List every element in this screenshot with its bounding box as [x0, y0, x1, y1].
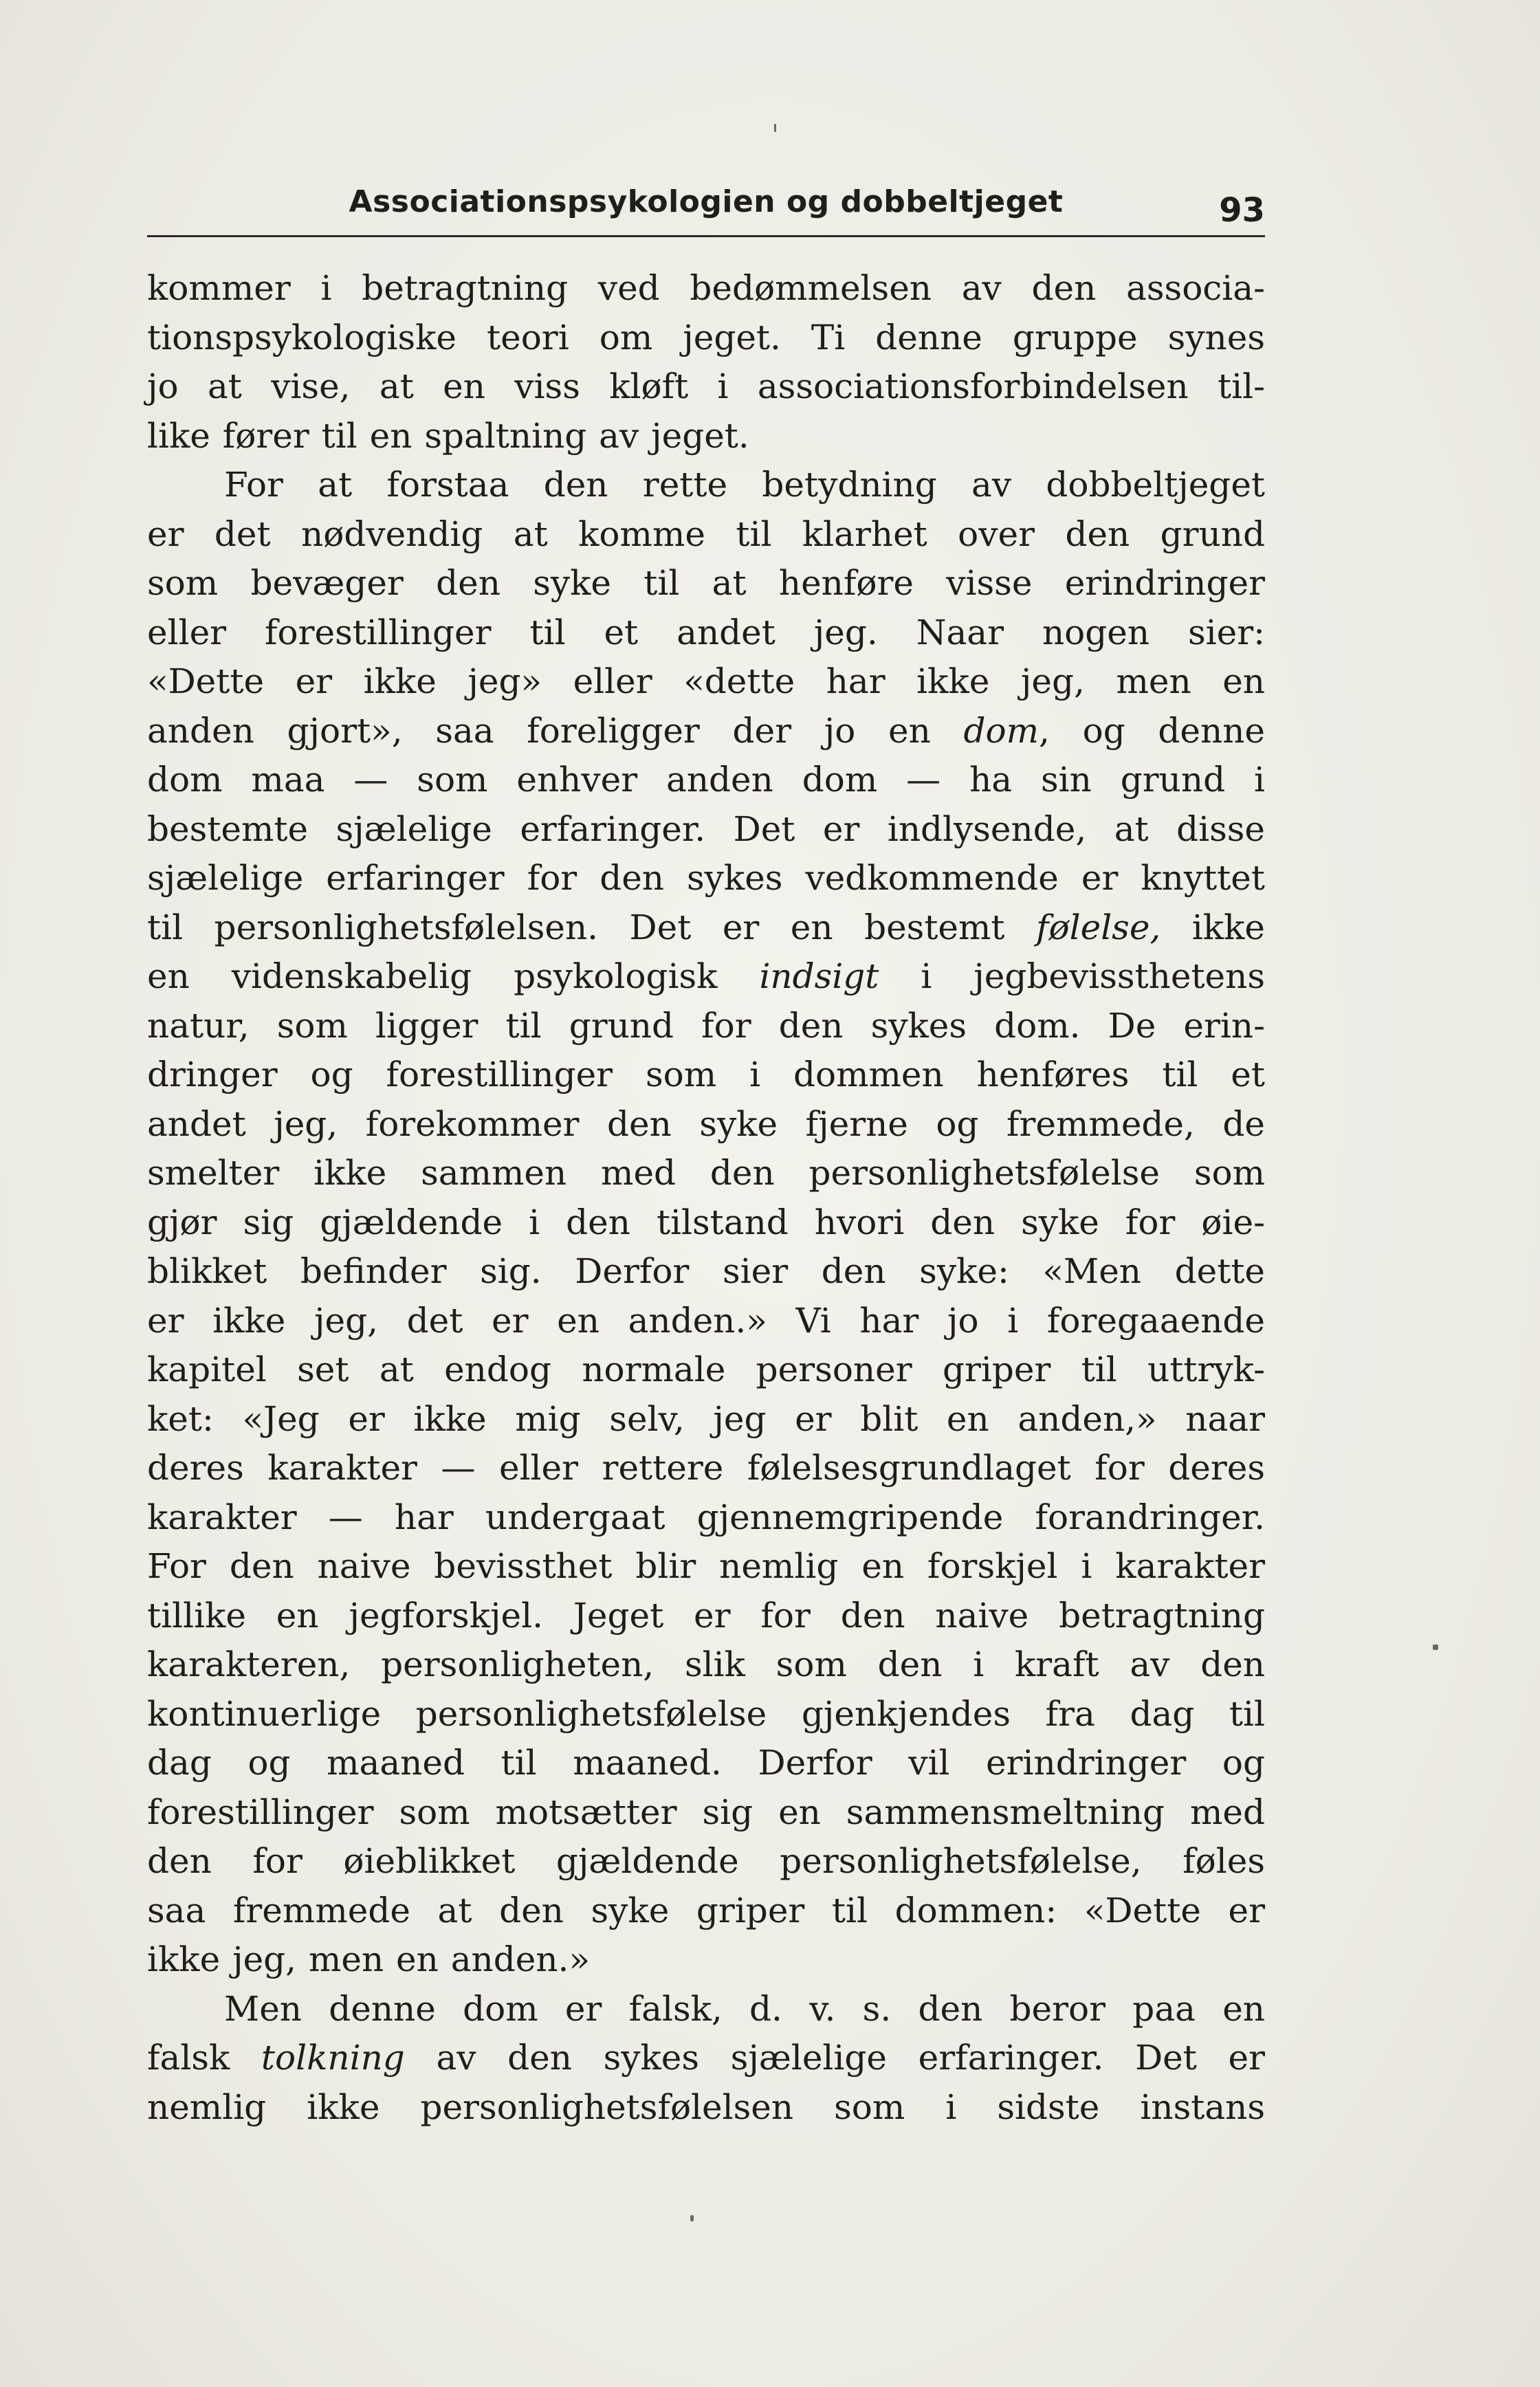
line-part: i jegbevissthetens: [879, 956, 1265, 996]
line-part: , og denne: [1039, 710, 1265, 751]
text-line: som bevæger den syke til at henføre visse erindringer: [147, 563, 1265, 603]
text-line: bestemte sjælelige erfaringer. Det er indlysende, at disse: [147, 808, 1265, 849]
paper-speck: [690, 2215, 694, 2221]
text-line: like fører til en spaltning av jeget.: [147, 415, 749, 456]
text-line: [147, 2034, 1265, 2083]
italic-word: indsigt: [759, 956, 879, 996]
text-line: kontinuerlige personlighetsfølelse gjenkjendes fra dag til: [147, 1693, 1265, 1734]
line-part: anden gjort», saa foreligger der jo en: [147, 710, 964, 751]
text-line: For at forstaa den rette betydning av dobbeltjeget: [224, 465, 1265, 505]
text-line: For den naive bevissthet blir nemlig en forskjel i karakter: [147, 1546, 1265, 1586]
line-part: av den sykes sjælelige erfaringer. Det er: [404, 2038, 1265, 2078]
text-line: er ikke jeg, det er en anden.» Vi har jo i foregaaende: [147, 1300, 1265, 1341]
text-line: blikket befinder sig. Derfor sier den syke: «Men dette: [147, 1251, 1265, 1291]
text-line: den for øieblikket gjældende personlighetsfølelse, føles: [147, 1841, 1265, 1881]
text-line: natur, som ligger til grund for den sykes dom. De erin-: [147, 1005, 1265, 1046]
text-line: deres karakter — eller rettere følelsesgrundlaget for deres: [147, 1448, 1265, 1488]
text-line: ket: «Jeg er ikke mig selv, jeg er blit en anden,» naar: [147, 1398, 1265, 1439]
line-part: falsk: [147, 2038, 261, 2078]
line-part: til personlighetsfølelsen. Det er en bestemt: [147, 907, 1036, 947]
text-line: dom maa — som enhver anden dom — ha sin grund i: [147, 760, 1265, 800]
text-line: ikke jeg, men en anden.»: [147, 1939, 591, 1979]
text-line: dringer og forestillinger som i dommen henføres til et: [147, 1055, 1265, 1094]
text-line: karakteren, personligheten, slik som den i kraft av den: [147, 1644, 1265, 1684]
text-line: forestillinger som motsætter sig en sammensmeltning med: [147, 1792, 1265, 1832]
text-line: jo at vise, at en viss kløft i associationsforbindelsen til-: [147, 366, 1265, 406]
text-line: tillike en jegforskjel. Jeget er for den naive betragtning: [147, 1595, 1265, 1636]
text-line: smelter ikke sammen med den personlighetsfølelse som: [147, 1153, 1265, 1193]
text-line: andet jeg, forekommer den syke fjerne og fremmede, de: [147, 1103, 1265, 1144]
page-number: 93: [1219, 191, 1265, 230]
text-line: [147, 952, 1265, 1002]
text-line: saa fremmede at den syke griper til dommen: «Dette er: [147, 1890, 1265, 1930]
page-header: [147, 180, 1265, 237]
body-text: [147, 264, 1265, 2132]
text-line: nemlig ikke personlighetsfølelsen som i sidste instans: [147, 2087, 1265, 2127]
text-line: dag og maaned til maaned. Derfor vil erindringer og: [147, 1743, 1265, 1783]
text-line: «Dette er ikke jeg» eller «dette har ikke jeg, men en: [147, 661, 1265, 701]
text-line: kommer i betragtning ved bedømmelsen av den associa-: [147, 268, 1265, 308]
paper-speck: [774, 124, 776, 132]
text-line: [147, 903, 1265, 953]
running-head: Associationspsykologien og dobbeltjeget: [349, 184, 1064, 219]
text-line: eller forestillinger til et andet jeg. Naar nogen sier:: [147, 612, 1265, 652]
text-line: tionspsykologiske teori om jeget. Ti denne gruppe synes: [147, 317, 1265, 358]
italic-word: følelse,: [1036, 907, 1161, 947]
italic-word: tolkning: [261, 2038, 405, 2078]
text-line: kapitel set at endog normale personer griper til uttryk-: [147, 1350, 1265, 1389]
text-line: sjælelige erfaringer for den sykes vedkommende er knyttet: [147, 858, 1265, 898]
text-line: [147, 707, 1265, 756]
italic-word: dom: [963, 710, 1040, 751]
text-line: gjør sig gjældende i den tilstand hvori den syke for øie-: [147, 1202, 1265, 1242]
line-part: en videnskabelig psykologisk: [147, 956, 760, 996]
line-part: ikke: [1160, 907, 1265, 947]
text-line: karakter — har undergaat gjennemgripende forandringer.: [147, 1497, 1265, 1537]
paper-speck: [1433, 1644, 1438, 1650]
text-line: er det nødvendig at komme til klarhet over den grund: [147, 514, 1265, 554]
text-line: Men denne dom er falsk, d. v. s. den beror paa en: [224, 1988, 1265, 2029]
